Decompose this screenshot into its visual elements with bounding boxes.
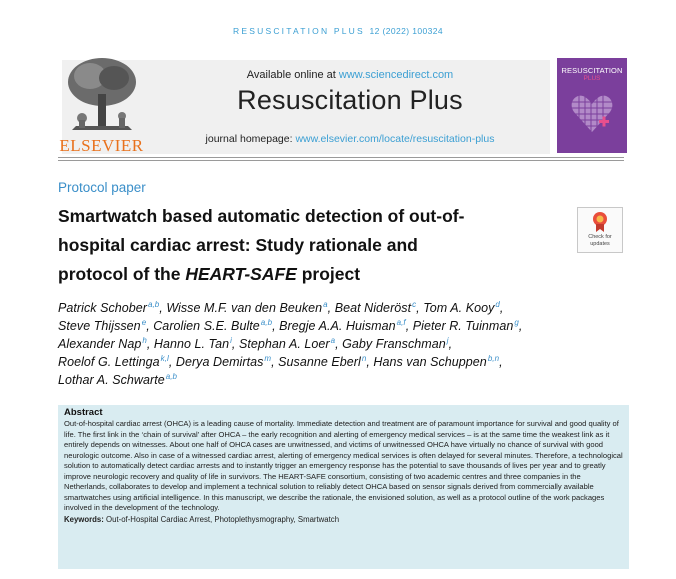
author: Tom A. Kooy$^d$ (423, 300, 500, 315)
author: Hanno L. Tan$^i$ (153, 336, 232, 351)
author: Bregje A.A. Huisman$^{a,f}$ (279, 318, 406, 333)
author: Wisse M.F. van den Beuken$^a$ (166, 300, 328, 315)
author: Beat Nideröst$^c$ (334, 300, 417, 315)
cover-title: RESUSCITATION (561, 66, 623, 75)
check-updates-label: Check for updates (588, 234, 612, 247)
author: Gaby Franschman$^j$ (342, 336, 449, 351)
journal-ref-details: 12 (2022) 100324 (369, 26, 443, 36)
author: Stephan A. Loer$^a$ (238, 336, 336, 351)
author-line: Alexander Nap$^h$, Hanno L. Tan$^i$, Stephan A. Loer$^a$, Gaby Franschman$^j$, (58, 336, 453, 351)
author-line: Steve Thijssen$^e$, Carolien S.E. Bulte$^{a,b}$, Bregje A.A. Huisman$^{a,f}$, Pieter R. Tuinman$^g$, (58, 318, 523, 333)
title-line-2: hospital cardiac arrest: Study rationale and (58, 235, 418, 255)
author: Patrick Schober$^{a,b}$ (58, 300, 160, 315)
abstract-box (58, 405, 629, 569)
author: Pieter R. Tuinman$^g$ (412, 318, 519, 333)
heart-grid-icon (569, 90, 615, 136)
publisher-logo (58, 52, 145, 156)
article-title (58, 202, 558, 289)
author: Hans van Schuppen$^{b,n}$ (373, 354, 500, 369)
author-list (58, 299, 648, 389)
header-rule-bottom (58, 160, 624, 161)
keywords-list: Out-of-Hospital Cardiac Arrest, Photoplethysmography, Smartwatch (106, 514, 340, 524)
author: Susanne Eberl$^n$ (278, 354, 367, 369)
author: Derya Demirtas$^m$ (175, 354, 272, 369)
author-line: Patrick Schober$^{a,b}$, Wisse M.F. van den Beuken$^a$, Beat Nideröst$^c$, Tom A. Kooy$^d$, (58, 300, 504, 315)
available-online (150, 69, 550, 81)
homepage-prefix: journal homepage: (205, 133, 293, 145)
check-for-updates-badge[interactable] (577, 207, 623, 253)
title-line-1: Smartwatch based automatic detection of out-of- (58, 206, 465, 226)
homepage-link[interactable]: www.elsevier.com/locate/resuscitation-plus (295, 133, 495, 145)
abstract-text: Out-of-hospital cardiac arrest (OHCA) is a leading cause of mortality. Immediate detection and treatment are of paramount importance for survival and good quality of life. The first link in the ‘chain of survival’ after OHCA – the early recognition and alerting of emergency medical services – is at the same time the weakest link as it entirely depends on witnesses. About one half of OHCA cases are unwitnessed, and victims of unwitnessed OHCA have virtually no chance of survival with good neurologic outcome. Also in case of a witnessed cardiac arrest, alerting of emergency medical services is often delayed for several minutes. Therefore, a technological solution to automatically detect cardiac arrests and to instantly trigger an emergency response has the potential to save thousands of lives per year and to greatly improve neurologic recovery and quality of life in survivors. The HEART-SAFE consortium, consisting of two academic centres and three companies in the Netherlands, collaborates to develop and implement a technical solution to reliably detect OHCA based on sensor signals derived from commercially available smartwatches using artificial intelligence. In this manuscript, we describe the rationale, the envisioned solution, as well as a protocol outline of the work packages involved in the development of the technology. (64, 419, 623, 512)
cover-subtitle: PLUS (583, 75, 601, 82)
journal-cover (557, 58, 627, 153)
keywords (64, 515, 623, 524)
title-line-3: protocol of the HEART-SAFE project (58, 264, 361, 284)
author-line (58, 371, 648, 389)
article-type: Protocol paper (58, 180, 146, 195)
bookmark-icon (592, 211, 608, 233)
author: Steve Thijssen$^e$ (58, 318, 147, 333)
author: Roelof G. Lettinga$^{k,l}$ (58, 354, 169, 369)
journal-ref-name: RESUSCITATION PLUS (233, 26, 365, 36)
author: Carolien S.E. Bulte$^{a,b}$ (153, 318, 273, 333)
journal-reference (0, 26, 676, 36)
journal-title: Resuscitation Plus (237, 85, 463, 115)
author: Alexander Nap$^h$ (58, 336, 147, 351)
publisher-wordmark: ELSEVIER (59, 136, 144, 155)
abstract-heading: Abstract (64, 407, 103, 418)
project-name: HEART-SAFE (185, 264, 297, 284)
author-line: Roelof G. Lettinga$^{k,l}$, Derya Demirtas$^m$, Susanne Eberl$^n$, Hans van Schuppen$^{b,n}$, (58, 354, 503, 369)
header-rule-top (58, 157, 624, 158)
sciencedirect-link[interactable]: www.sciencedirect.com (338, 69, 454, 81)
keywords-label: Keywords: (64, 514, 104, 524)
journal-homepage (150, 133, 550, 145)
available-prefix: Available online at (246, 69, 336, 81)
tree-logo-icon (62, 54, 142, 134)
author: Lothar A. Schwarte$^{a,b}$ (58, 372, 178, 387)
